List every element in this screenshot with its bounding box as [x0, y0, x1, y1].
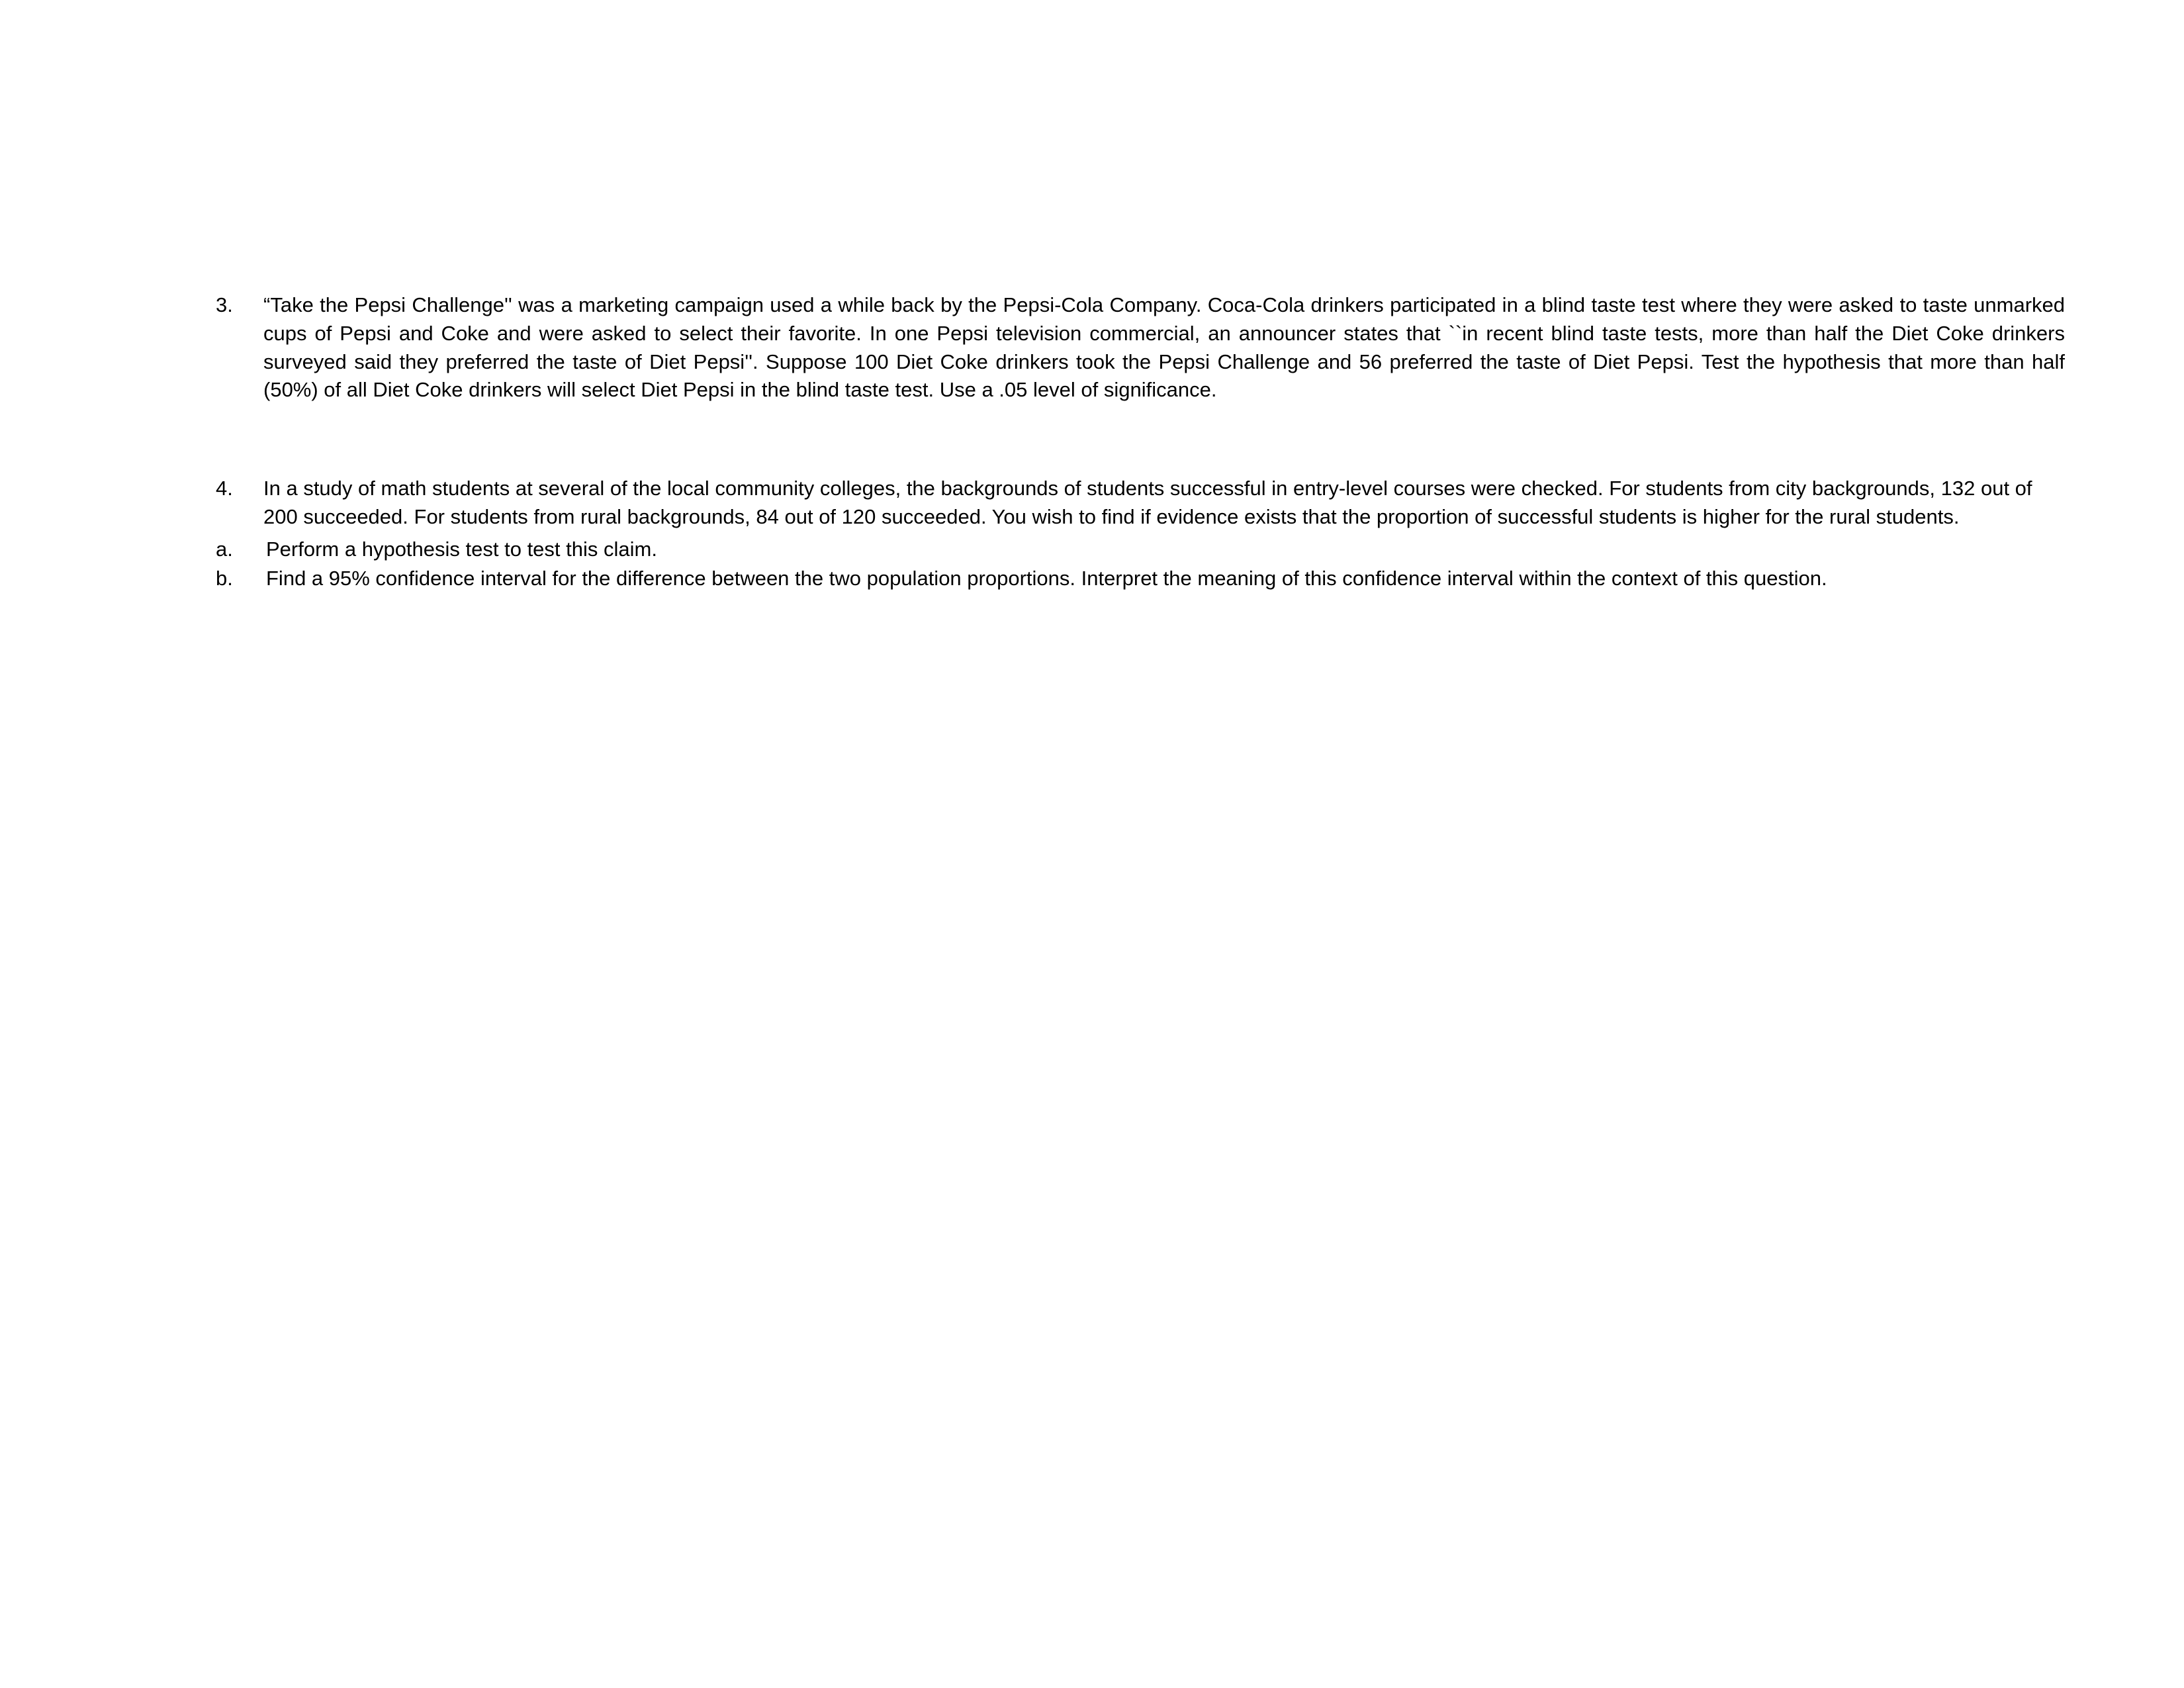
- subpart-letter: a.: [216, 537, 233, 561]
- question-4-subparts: [212, 536, 2065, 594]
- subpart-text: Find a 95% confidence interval for the difference between the two population proportions. Interpret the meaning of this confidence interval within the context of this question.: [266, 567, 1827, 590]
- question-number: 4.: [216, 477, 233, 500]
- subpart-text: Perform a hypothesis test to test this claim.: [266, 537, 657, 561]
- document-body: [212, 291, 2065, 593]
- question-text: “Take the Pepsi Challenge'' was a marketing campaign used a while back by the Pepsi-Cola Company. Coca-Cola drinkers participated in a blind taste test where they were asked to taste unmarked cups of Pepsi and Coke and were asked to select their favorite. In one Pepsi television commercial, an announcer states that ``in recent blind taste tests, more than half the Diet Coke drinkers surveyed said they preferred the taste of Diet Pepsi''. Suppose 100 Diet Coke drinkers took the Pepsi Challenge and 56 preferred the taste of Diet Pepsi. Test the hypothesis that more than half (50%) of all Diet Coke drinkers will select Diet Pepsi in the blind taste test. Use a .05 level of significance.: [263, 293, 2065, 402]
- subpart-item-a: [212, 536, 2065, 564]
- subpart-item-b: [212, 565, 2065, 593]
- section-spacer: [212, 404, 2065, 475]
- question-number: 3.: [216, 293, 233, 316]
- question-text: In a study of math students at several of the local community colleges, the backgrounds of students successful in entry-level courses were checked. For students from city backgrounds, 132 out of 200 succeeded. For students from rural backgrounds, 84 out of 120 succeeded. You wish to find if evidence exists that the proportion of successful students is higher for the rural students.: [263, 477, 2032, 528]
- question-item-3: [212, 291, 2065, 404]
- subpart-letter: b.: [216, 567, 233, 590]
- question-item-4: [212, 475, 2065, 532]
